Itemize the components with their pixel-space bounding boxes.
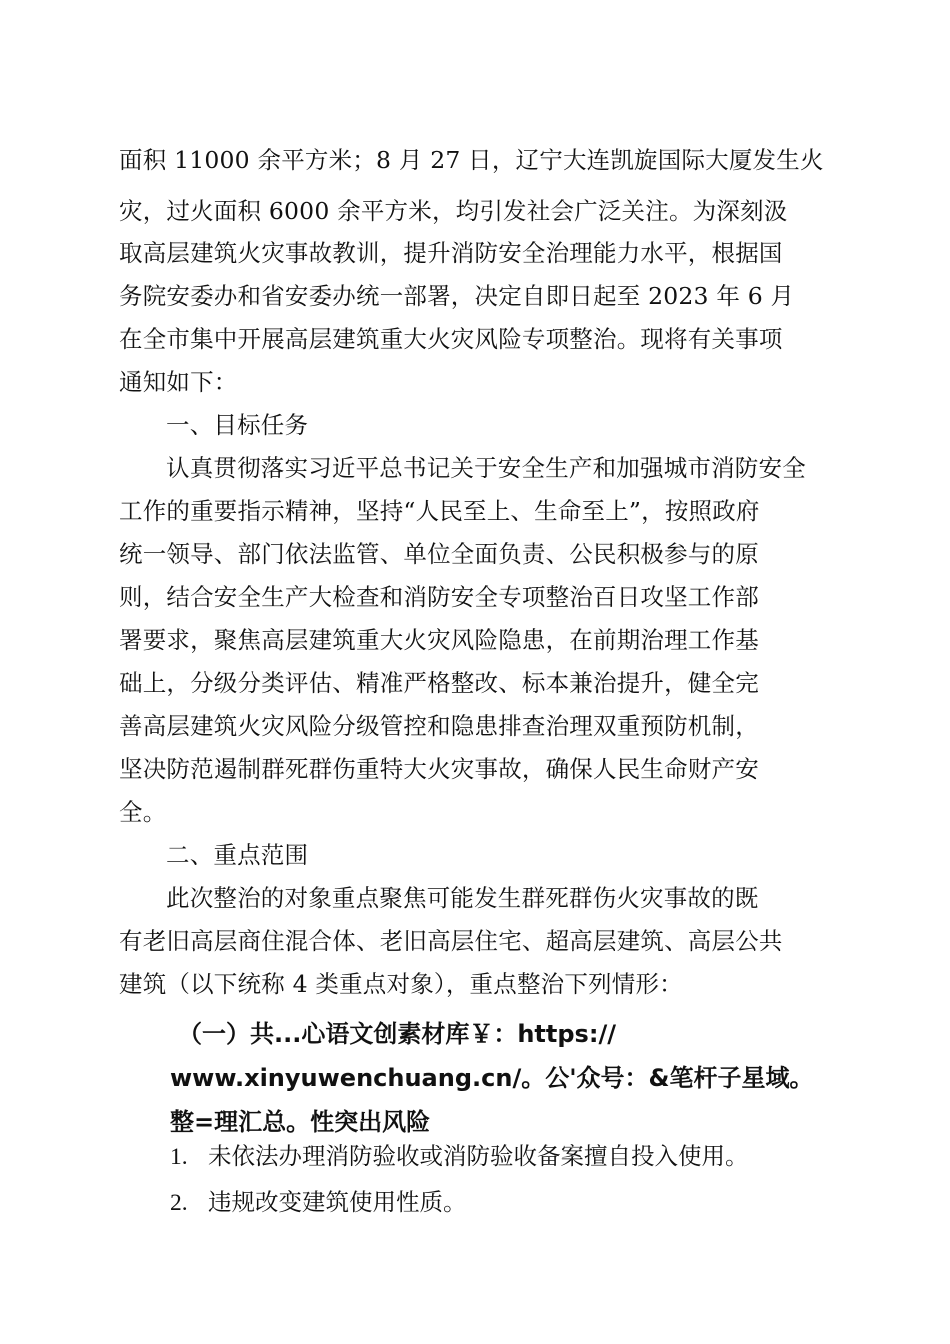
list-item — [170, 1187, 467, 1218]
paragraph-line: 工作的重要指示精神，坚持“人民至上、生命至上”，按照政府 — [119, 497, 760, 525]
subsection-heading — [170, 1012, 870, 1144]
paragraph-line: 础上，分级分类评估、精准严格整改、标本兼治提升，健全完 — [119, 669, 759, 697]
paragraph-line: 通知如下： — [119, 368, 238, 396]
paragraph-line: 建筑（以下统称 4 类重点对象），重点整治下列情形： — [119, 970, 683, 998]
paragraph-line: 取高层建筑火灾事故教训，提升消防安全治理能力水平，根据国 — [119, 239, 783, 267]
section-heading: 一、目标任务 — [166, 411, 309, 439]
paragraph-line: 务院安委办和省安委办统一部署，决定自即日起至 2023 年 6 月 — [119, 282, 795, 310]
section-heading: 二、重点范围 — [166, 841, 309, 869]
list-item-number: 1. — [170, 1144, 188, 1170]
paragraph-line: 坚决防范遏制群死群伤重特大火灾事故，确保人民生命财产安 — [119, 755, 759, 783]
paragraph-line: 全。 — [119, 798, 167, 826]
paragraph-line: 认真贯彻落实习近平总书记关于安全生产和加强城市消防安全 — [166, 454, 806, 482]
subsection-line: www.xinyuwenchuang.cn/。公'众号：&笔杆子星域。 — [170, 1064, 814, 1092]
paragraph-line: 在全市集中开展高层建筑重大火灾风险专项整治。现将有关事项 — [119, 325, 783, 353]
paragraph-line: 统一领导、部门依法监管、单位全面负责、公民积极参与的原 — [119, 540, 759, 568]
paragraph-line: 善高层建筑火灾风险分级管控和隐患排查治理双重预防机制， — [119, 712, 759, 740]
paragraph-line: 灾，过火面积 6000 余平方米，均引发社会广泛关注。为深刻汲 — [119, 197, 788, 225]
paragraph-line: 面积 11000 余平方米；8 月 27 日，辽宁大连凯旋国际大厦发生火 — [119, 146, 824, 174]
paragraph-line: 有老旧高层商住混合体、老旧高层住宅、超高层建筑、高层公共 — [119, 927, 783, 955]
list-item-text: 未依法办理消防验收或消防验收备案擅自投入使用。 — [208, 1142, 749, 1170]
paragraph-line: 则，结合安全生产大检查和消防安全专项整治百日攻坚工作部 — [119, 583, 759, 611]
list-item — [170, 1141, 749, 1172]
list-item-number: 2. — [170, 1190, 188, 1216]
paragraph-line: 署要求，聚焦高层建筑重大火灾风险隐患，在前期治理工作基 — [119, 626, 759, 654]
list-item-text: 违规改变建筑使用性质。 — [208, 1188, 467, 1216]
subsection-line: 整=理汇总。性突出风险 — [170, 1108, 431, 1136]
paragraph-line: 此次整治的对象重点聚焦可能发生群死群伤火灾事故的既 — [166, 884, 759, 912]
subsection-line: （一）共...心语文创素材库￥：https:// — [178, 1020, 616, 1048]
